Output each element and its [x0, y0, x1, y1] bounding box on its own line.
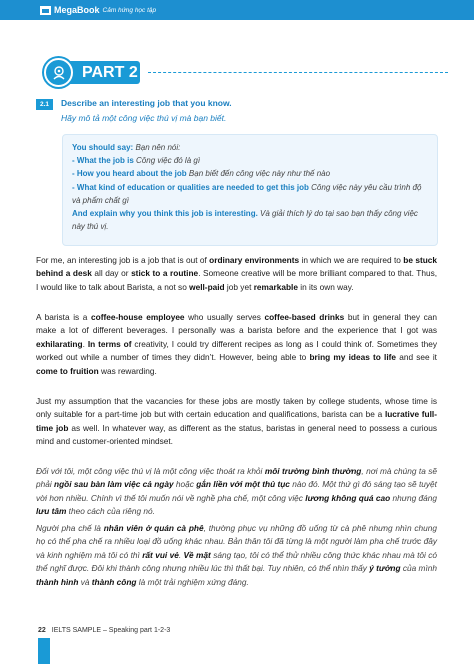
cue-item-vi: Bạn biết đến công việc này như thế nào [188, 169, 331, 179]
part-label: PART 2 [60, 61, 140, 84]
cue-closing [72, 207, 428, 233]
brand-tagline: Cảm hứng học tập [102, 6, 157, 14]
cue-card [62, 134, 438, 246]
page-number: 22 [38, 627, 46, 634]
answer-paragraph-3: Just my assumption that the vacancies for these jobs are mostly taken by college students, whose time is only suitable for a part-time job but with certain education and qualifications, barista can be a lucrative full-time job as well. In whatever way, as different as the status, baristas in general need to possess a curious mind and customer-oriented mindset. [36, 396, 437, 447]
cue-item [72, 154, 428, 167]
cue-closing-en: And explain why you think this job is interesting. [72, 209, 258, 219]
cue-item-vi: Công việc đó là gì [136, 156, 201, 166]
part-divider [148, 72, 448, 73]
cue-item-en: - How you heard about the job [72, 169, 187, 179]
question-translation: Hãy mô tả một công việc thú vị mà bạn biết. [61, 113, 227, 123]
cue-item-en: - What the job is [72, 156, 134, 166]
speaking-icon [44, 58, 73, 87]
cue-item [72, 181, 428, 207]
question-text: Describe an interesting job that you know. [61, 98, 232, 108]
megabook-logo-icon [40, 6, 51, 15]
cue-item [72, 167, 428, 180]
page-footer [38, 627, 170, 634]
top-banner [0, 0, 474, 20]
cue-intro [72, 141, 428, 154]
cue-intro-en: You should say: [72, 143, 134, 152]
footer-title: IELTS SAMPLE – Speaking part 1-2-3 [51, 627, 171, 634]
vietnamese-paragraph-2: Người pha chế là nhân viên ở quán cà phê, thường phục vụ những đồ uống từ cà phê nhưng nhìn chung họ có thể pha chế ra nhiều loại đồ uống khác nhau. Bản thân tôi đã từng là một người làm pha chế trước đây và kinh nghiệm mà tôi có thì rất vui vẻ. Về mặt sáng tạo, tôi có thể thử nhiều công thức khác nhau mà tôi có thể nghĩ được. Đôi khi thành công nhưng nhiều lúc thì thất bại. Tuy nhiên, có thể nhìn thấy ý tưởng của mình thành hình và thành công là một trải nghiệm xứng đáng. [36, 523, 438, 587]
question-number: 2.1 [36, 99, 53, 110]
cue-item-en: - What kind of education or qualities are needed to get this job [72, 182, 309, 192]
answer-paragraph-2: A barista is a coffee-house employee who usually serves coffee-based drinks but in general they can make a lot of different beverages. I personally was a barista before and the experience that I got was exhilarating. In terms of creativity, I could try different recipes as long as I could think of. Sometimes they worked out while a number of times they didn’t. However, being able to bring my ideas to life and see it come to fruition was rewarding. [36, 312, 437, 376]
vietnamese-paragraph-1: Đối với tôi, một công việc thú vị là một công việc thoát ra khỏi môi trường bình thường, nơi mà chúng ta sẽ phải ngồi sau bàn làm việc cả ngày hoặc gắn liền với một thủ tục nào đó. Một thứ gì đó sáng tạo sẽ tuyệt vời hơn nhiều. Chính vì thế tôi muốn nói về nghề pha chế, một công việc lương không quá cao nhưng đáng lưu tâm theo cách của riêng nó. [36, 466, 437, 517]
cue-closing-vi: Và giải thích lý do tại sao bạn thấy công việc này thú vị. [72, 209, 418, 232]
cue-item-vi: Công việc này yêu cầu trình độ và phẩm chất gì [72, 182, 422, 205]
cue-intro-vi: Bạn nên nói: [135, 143, 181, 152]
brand-name: MegaBook [54, 5, 100, 15]
page-edge-strip [38, 638, 50, 664]
part-heading [44, 58, 444, 88]
answer-paragraph-1: For me, an interesting job is a job that is out of ordinary environments in which we are required to be stuck behind a desk all day or stick to a routine. Someone creative will be more brilliant compared to that. Thus, I would like to talk about Barista, a not so well-paid job yet remarkable in its own way. [36, 255, 438, 292]
part-badge [44, 58, 144, 87]
brand-logo [40, 3, 156, 17]
